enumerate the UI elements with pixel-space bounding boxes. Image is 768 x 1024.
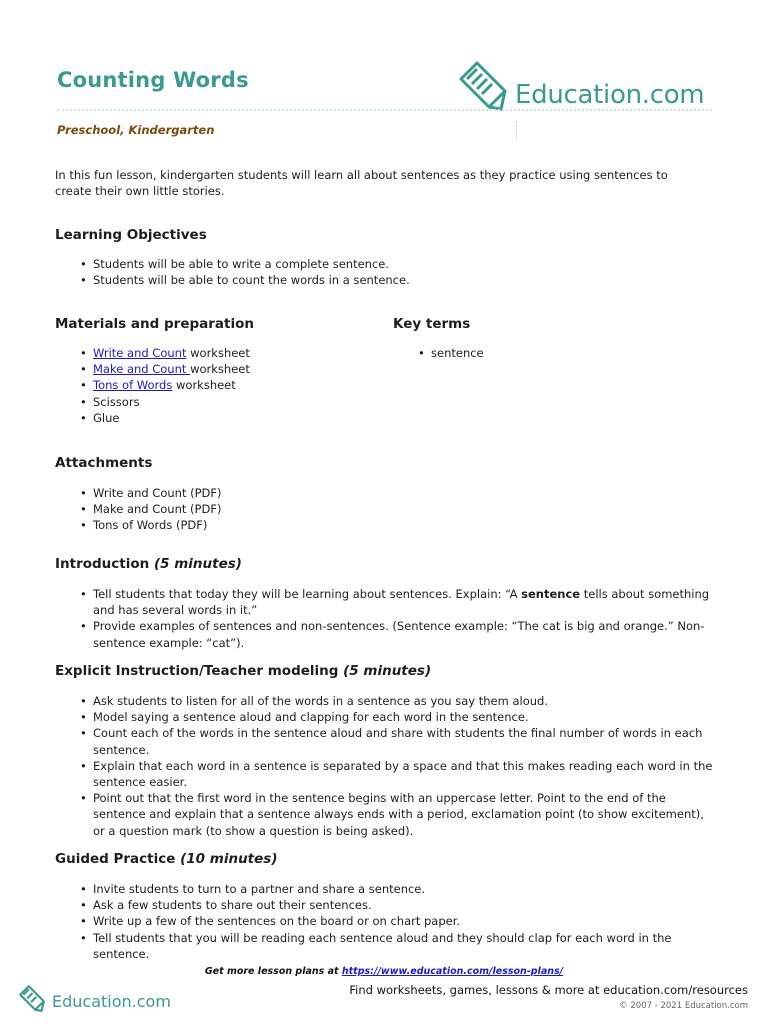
footer-logo[interactable]: [17, 983, 177, 1013]
introduction-list: [93, 586, 713, 651]
list-item: • Provide examples of sentences and non-sentences. (Sentence example: “The cat is big and orange.” Non-sentence example: “cat”).: [93, 618, 713, 650]
attachment-item[interactable]: • Write and Count (PDF): [93, 485, 713, 501]
list-item: • Model saying a sentence aloud and clapping for each word in the sentence.: [93, 709, 713, 725]
list-item: • Ask students to listen for all of the words in a sentence as you say them aloud.: [93, 693, 713, 709]
page-title: Counting Words: [57, 68, 249, 92]
heading-duration: (10 minutes): [180, 851, 278, 867]
list-item: [93, 377, 373, 393]
list-item: • Ask a few students to share out their sentences.: [93, 897, 713, 913]
attachments-heading: Attachments: [55, 455, 153, 471]
learning-objectives-list: [93, 256, 713, 288]
make-and-count-link[interactable]: Make and Count: [93, 362, 191, 377]
write-and-count-link[interactable]: Write and Count: [93, 346, 187, 360]
pencil-logo-icon: [455, 57, 511, 113]
materials-heading: Materials and preparation: [55, 316, 254, 332]
introduction-heading: [55, 556, 242, 572]
attachment-item[interactable]: • Tons of Words (PDF): [93, 517, 713, 533]
list-item: • Invite students to turn to a partner and share a sentence.: [93, 881, 713, 897]
list-item: • Students will be able to count the words in a sentence.: [93, 272, 713, 288]
guided-practice-list: [93, 881, 713, 962]
explicit-instruction-list: [93, 693, 713, 839]
key-terms-heading: Key terms: [393, 316, 471, 332]
heading-text: Introduction: [55, 556, 150, 572]
intro-paragraph: In this fun lesson, kindergarten students will learn all about sentences as they practice using sentences to create their own little stories.: [55, 168, 668, 198]
dotted-separator: [516, 121, 517, 139]
title-divider: [57, 109, 712, 111]
list-item: • Scissors: [93, 394, 373, 410]
list-item: • Tell students that you will be reading each sentence aloud and they should clap for each word in the sentence.: [93, 930, 713, 962]
footer-logo-text: Education.com: [52, 992, 171, 1011]
tons-of-words-link[interactable]: Tons of Words: [93, 378, 173, 393]
footer-resources-text: Find worksheets, games, lessons & more at education.com/resources: [349, 983, 748, 997]
key-terms-list: [431, 345, 711, 361]
learning-objectives-heading: Learning Objectives: [55, 227, 207, 243]
bold-term: sentence: [521, 587, 581, 601]
heading-text: Explicit Instruction/Teacher modeling: [55, 663, 339, 679]
list-item: • Point out that the first word in the sentence begins with an uppercase letter. Point to the end of the sentence and explain that a sentence always ends with a period, exclamation point (to show excitement), or a question mark (to show a question is being asked).: [93, 790, 713, 839]
explicit-instruction-heading: [55, 663, 431, 679]
logo-text: Education.com: [515, 80, 705, 110]
list-item-text: worksheet: [186, 346, 250, 360]
footer-copyright: © 2007 - 2021 Education.com: [619, 1001, 748, 1011]
heading-duration: (5 minutes): [153, 556, 242, 572]
materials-list: [93, 345, 373, 426]
footer-more-lessons: [0, 966, 768, 977]
list-item-text: worksheet: [190, 362, 250, 377]
list-item: [93, 345, 373, 361]
list-item: • sentence: [431, 345, 711, 361]
list-item: • Students will be able to write a complete sentence.: [93, 256, 713, 272]
list-item: • Write up a few of the sentences on the board or on chart paper.: [93, 913, 713, 929]
grade-level: Preschool, Kindergarten: [57, 123, 215, 137]
list-item: [93, 586, 713, 618]
list-item: • Count each of the words in the sentence aloud and share with students the final number of words in each sentence.: [93, 725, 713, 757]
list-item: • Glue: [93, 410, 373, 426]
lesson-plans-link[interactable]: https://www.education.com/lesson-plans/: [341, 966, 564, 977]
education-logo[interactable]: [455, 55, 717, 113]
list-item-text: Tell students that today they will be learning about sentences. Explain: “A: [93, 587, 522, 601]
heading-text: Guided Practice: [55, 851, 176, 867]
footer-more-text: Get more lesson plans at: [204, 966, 342, 977]
list-item: [93, 361, 373, 377]
attachment-item[interactable]: • Make and Count (PDF): [93, 501, 713, 517]
list-item: • Explain that each word in a sentence is separated by a space and that this makes reading each word in the sentence easier.: [93, 758, 713, 790]
pencil-logo-icon: [17, 983, 47, 1013]
guided-practice-heading: [55, 851, 278, 867]
list-item-text: tells about something and has several words in it.”: [93, 587, 710, 618]
list-item-text: worksheet: [172, 378, 236, 393]
attachments-list: [93, 485, 713, 534]
heading-duration: (5 minutes): [343, 663, 432, 679]
